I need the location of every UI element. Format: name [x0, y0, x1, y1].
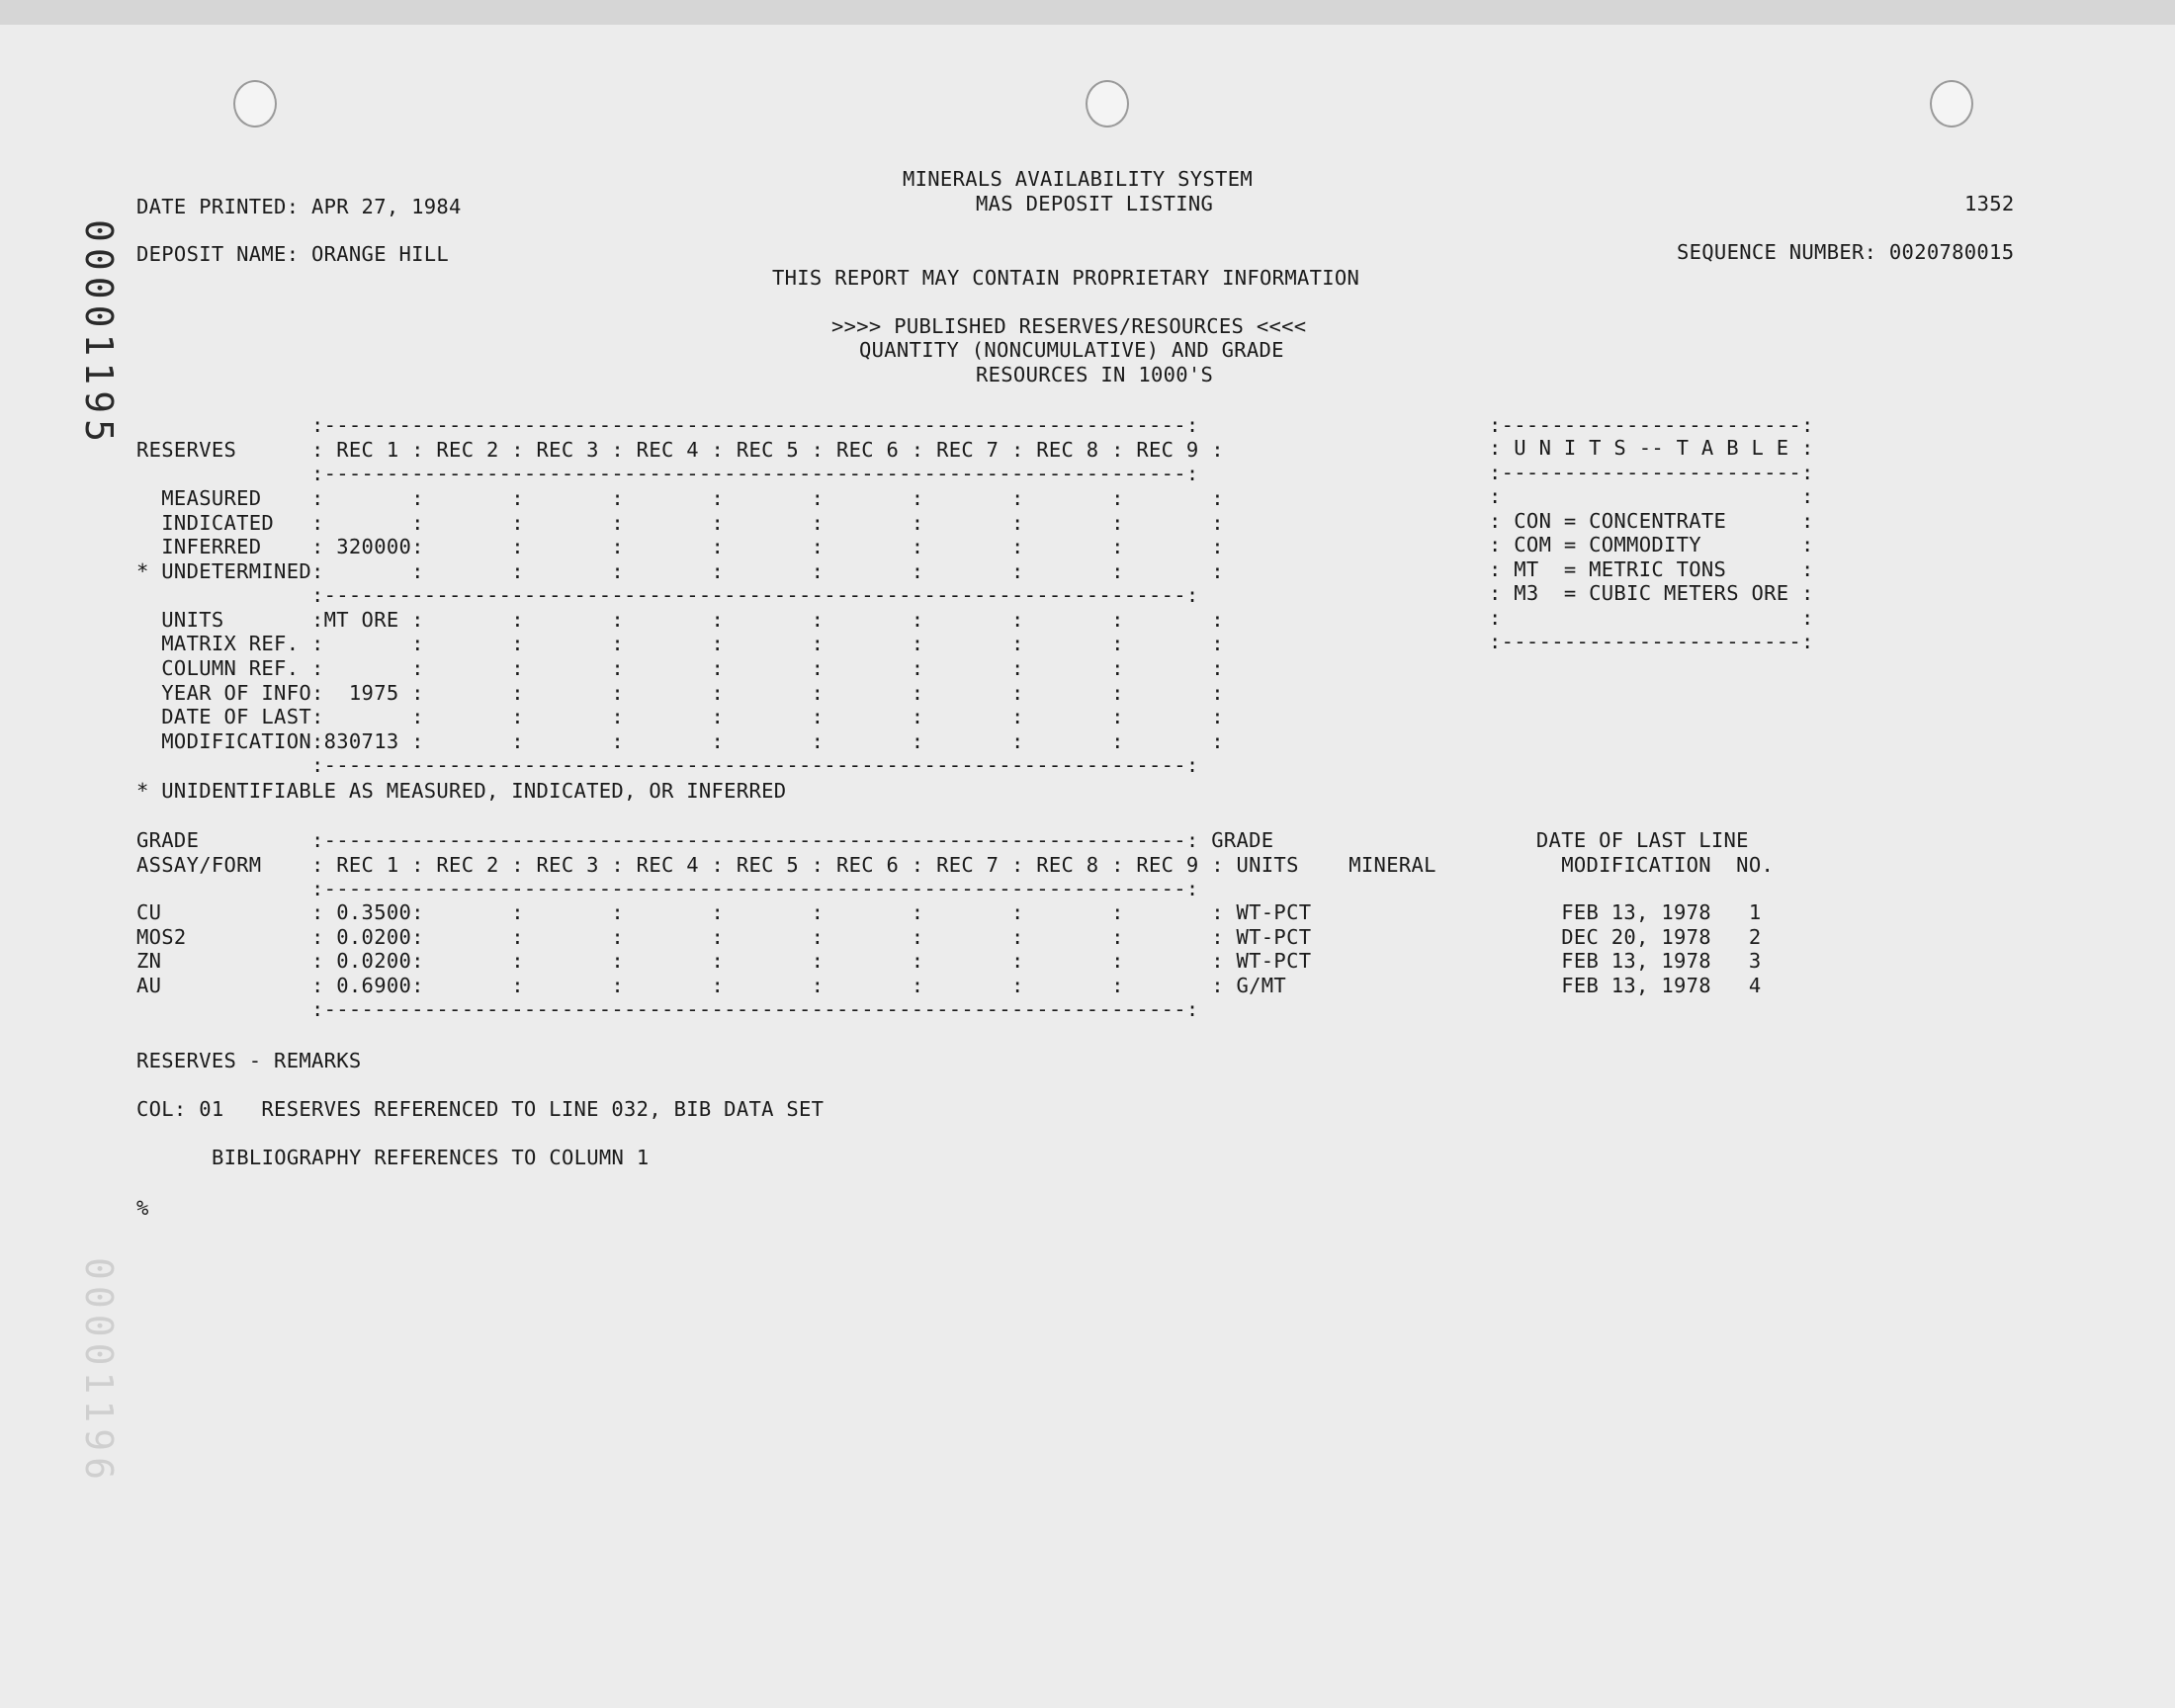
table-row: CU : 0.3500: : : : : : : : : WT-PCT FEB 13, 1978 1	[136, 900, 1762, 924]
remarks-col-line: COL: 01 RESERVES REFERENCED TO LINE 032, BIB DATA SET	[136, 1097, 825, 1121]
section-title: >>>> PUBLISHED RESERVES/RESOURCES <<<<	[831, 314, 1307, 338]
reserves-header: RESERVES : REC 1 : REC 2 : REC 3 : REC 4 : REC 5 : REC 6 : REC 7 : REC 8 : REC 9 :	[136, 438, 1224, 462]
remarks-title: RESERVES - REMARKS	[136, 1049, 362, 1072]
table-row: MODIFICATION:830713 : : : : : : : : :	[136, 729, 1224, 753]
table-row: UNITS :MT ORE : : : : : : : : :	[136, 608, 1224, 632]
reserves-border-bottom: :---------------------------------------------------------------------:	[136, 753, 1199, 777]
table-row: MEASURED : : : : : : : : : :	[136, 486, 1224, 510]
units-border-top: :------------------------:	[1489, 413, 1814, 437]
proprietary-notice: THIS REPORT MAY CONTAIN PROPRIETARY INFORMATION	[772, 266, 1360, 290]
table-row: COLUMN REF. : : : : : : : : : :	[136, 656, 1224, 680]
deposit-name: DEPOSIT NAME: ORANGE HILL	[136, 242, 450, 266]
list-item: : M3 = CUBIC METERS ORE :	[1489, 581, 1814, 605]
reserves-border-sep: :---------------------------------------------------------------------:	[136, 583, 1199, 607]
resources-note: RESOURCES IN 1000'S	[976, 363, 1214, 386]
list-item: : :	[1489, 606, 1814, 630]
grade-border-bottom: :---------------------------------------------------------------------:	[136, 997, 1199, 1021]
table-row: * UNDETERMINED: : : : : : : : : :	[136, 559, 1224, 583]
list-item: : CON = CONCENTRATE :	[1489, 509, 1814, 533]
remarks-bib-line: BIBLIOGRAPHY REFERENCES TO COLUMN 1	[212, 1146, 650, 1169]
table-row: MATRIX REF. : : : : : : : : : :	[136, 632, 1224, 655]
margin-stamp-bottom	[77, 1257, 121, 1321]
punch-hole-right	[1930, 80, 1973, 128]
system-title: MINERALS AVAILABILITY SYSTEM	[903, 167, 1253, 191]
table-row: ZN : 0.0200: : : : : : : : : WT-PCT FEB 13, 1978 3	[136, 949, 1762, 973]
punch-hole-center	[1086, 80, 1129, 128]
table-row: INFERRED : 320000: : : : : : : : :	[136, 535, 1224, 558]
table-row: INDICATED : : : : : : : : : :	[136, 511, 1224, 535]
list-item: : COM = COMMODITY :	[1489, 533, 1814, 556]
page-number: 1352	[1964, 192, 2015, 215]
reserves-border-mid: :---------------------------------------------------------------------:	[136, 462, 1199, 485]
table-row: AU : 0.6900: : : : : : : : : G/MT FEB 13, 1978 4	[136, 974, 1762, 997]
units-border-mid: :------------------------:	[1489, 461, 1814, 484]
end-mark: %	[136, 1196, 149, 1220]
reserves-footnote: * UNIDENTIFIABLE AS MEASURED, INDICATED, OR INFERRED	[136, 779, 787, 803]
grade-header-2: ASSAY/FORM : REC 1 : REC 2 : REC 3 : REC 4 : REC 5 : REC 6 : REC 7 : REC 8 : REC 9 : UNITS MINERAL MODIFICATION NO.	[136, 853, 1775, 877]
units-table-title: : U N I T S -- T A B L E :	[1489, 436, 1814, 460]
margin-stamp-top	[77, 219, 121, 283]
reserves-border-top: :---------------------------------------------------------------------:	[136, 413, 1199, 437]
table-row: DATE OF LAST: : : : : : : : : :	[136, 705, 1224, 728]
grade-border-mid: :---------------------------------------------------------------------:	[136, 877, 1199, 900]
table-row: YEAR OF INFO: 1975 : : : : : : : : :	[136, 681, 1224, 705]
listing-title: MAS DEPOSIT LISTING	[976, 192, 1214, 215]
units-border-bottom: :------------------------:	[1489, 630, 1814, 653]
list-item: : MT = METRIC TONS :	[1489, 557, 1814, 581]
list-item: : :	[1489, 484, 1814, 508]
date-printed: DATE PRINTED: APR 27, 1984	[136, 195, 462, 218]
sequence-number: SEQUENCE NUMBER: 0020780015	[1677, 240, 2015, 264]
punch-hole-left	[233, 80, 277, 128]
section-subtitle: QUANTITY (NONCUMULATIVE) AND GRADE	[859, 338, 1284, 362]
grade-header-1: GRADE :---------------------------------------------------------------------: GRADE DATE OF LAST LINE	[136, 828, 1749, 852]
table-row: MOS2 : 0.0200: : : : : : : : : WT-PCT DEC 20, 1978 2	[136, 925, 1762, 949]
